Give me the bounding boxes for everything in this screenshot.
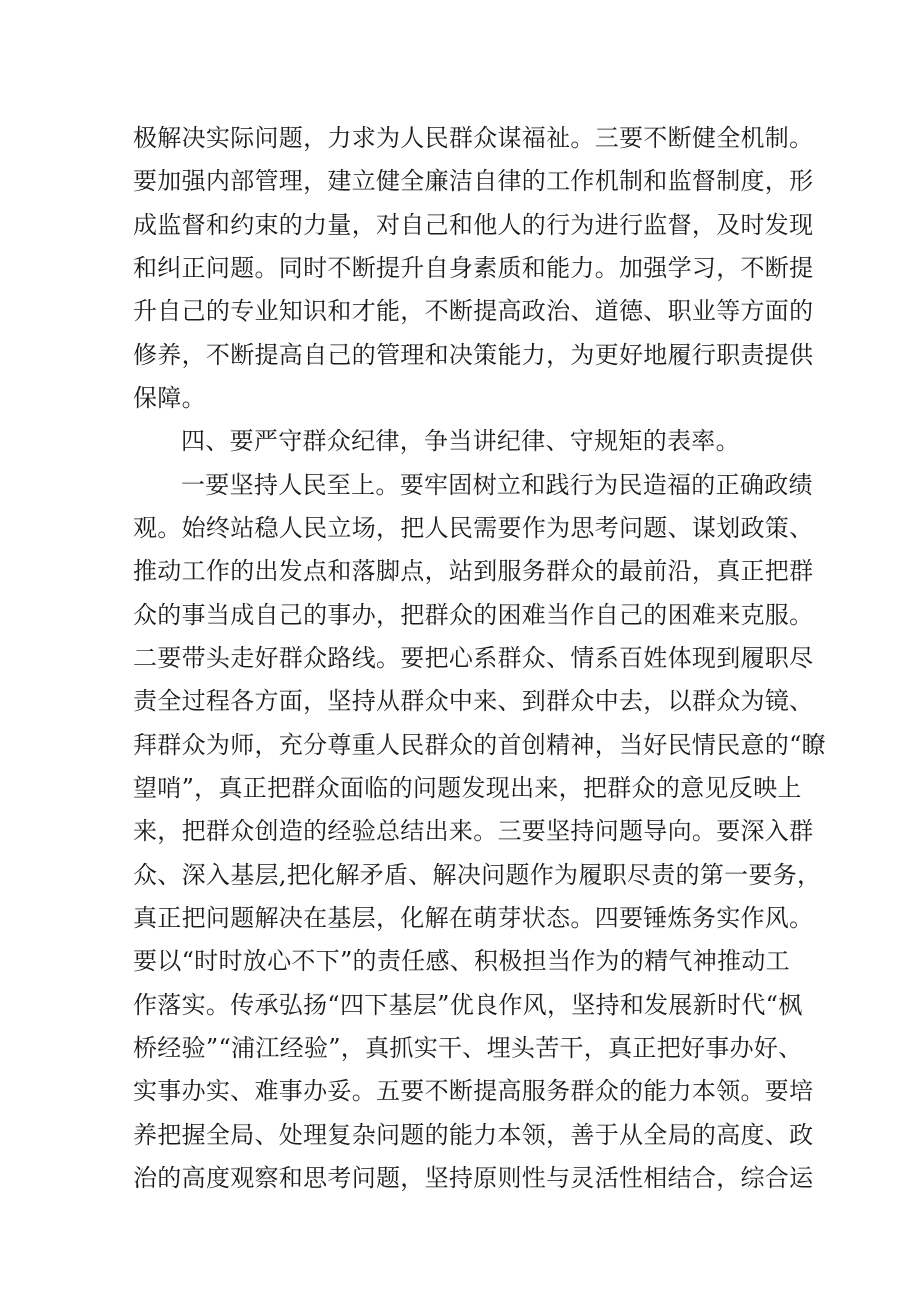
text-line: 拜群众为师，充分尊重人民群众的首创精神，当好民情民意的“瞭 — [133, 731, 826, 759]
text-line: 成监督和约束的力量，对自己和他人的行为进行监督，及时发现 — [133, 211, 814, 239]
text-line: 要加强内部管理，建立健全廉洁自律的工作机制和监督制度，形 — [133, 167, 814, 195]
text-line: 治的高度观察和思考问题，坚持原则性与灵活性相结合，综合运 — [133, 1164, 814, 1192]
text-line: 极解决实际问题，力求为人民群众谋福祉。三要不断健全机制。 — [133, 124, 814, 152]
text-line: 观。始终站稳人民立场，把人民需要作为思考问题、谋划政策、 — [133, 514, 814, 542]
text-line: 修养，不断提高自己的管理和决策能力，为更好地履行职责提供 — [133, 341, 814, 369]
text-line: 来，把群众创造的经验总结出来。三要坚持问题导向。要深入群 — [133, 817, 814, 845]
text-line: 作落实。传承弘扬“四下基层”优良作风，坚持和发展新时代“枫 — [133, 991, 803, 1019]
text-line: 推动工作的出发点和落脚点，站到服务群众的最前沿，真正把群 — [133, 557, 814, 585]
paragraph-first-line: 一要坚持人民至上。要牢固树立和践行为民造福的正确政绩 — [181, 471, 813, 499]
text-line: 升自己的专业知识和才能，不断提高政治、道德、职业等方面的 — [133, 297, 814, 325]
text-line: 养把握全局、处理复杂问题的能力本领，善于从全局的高度、政 — [133, 1121, 814, 1149]
text-line: 望哨”，真正把群众面临的问题发现出来，把群众的意见反映上 — [133, 774, 802, 802]
text-line: 保障。 — [133, 384, 206, 412]
text-line: 众、深入基层,把化解矛盾、解决问题作为履职尽责的第一要务， — [133, 861, 822, 889]
section-heading: 四、要严守群众纪律，争当讲纪律、守规矩的表率。 — [181, 427, 740, 455]
text-line: 要以“时时放心不下”的责任感、积极担当作为的精气神推动工 — [133, 947, 790, 975]
text-line: 实事办实、难事办妥。五要不断提高服务群众的能力本领。要培 — [133, 1077, 814, 1105]
text-line: 桥经验”“浦江经验”，真抓实干、埋头苦干，真正把好事办好、 — [133, 1034, 803, 1062]
text-line: 二要带头走好群众路线。要把心系群众、情系百姓体现到履职尽 — [133, 644, 814, 672]
text-line: 众的事当成自己的事办，把群众的困难当作自己的困难来克服。 — [133, 601, 814, 629]
text-line: 真正把问题解决在基层，化解在萌芽状态。四要锤炼务实作风。 — [133, 904, 814, 932]
text-line: 和纠正问题。同时不断提升自身素质和能力。加强学习，不断提 — [133, 254, 814, 282]
text-line: 责全过程各方面，坚持从群众中来、到群众中去，以群众为镜、 — [133, 687, 814, 715]
